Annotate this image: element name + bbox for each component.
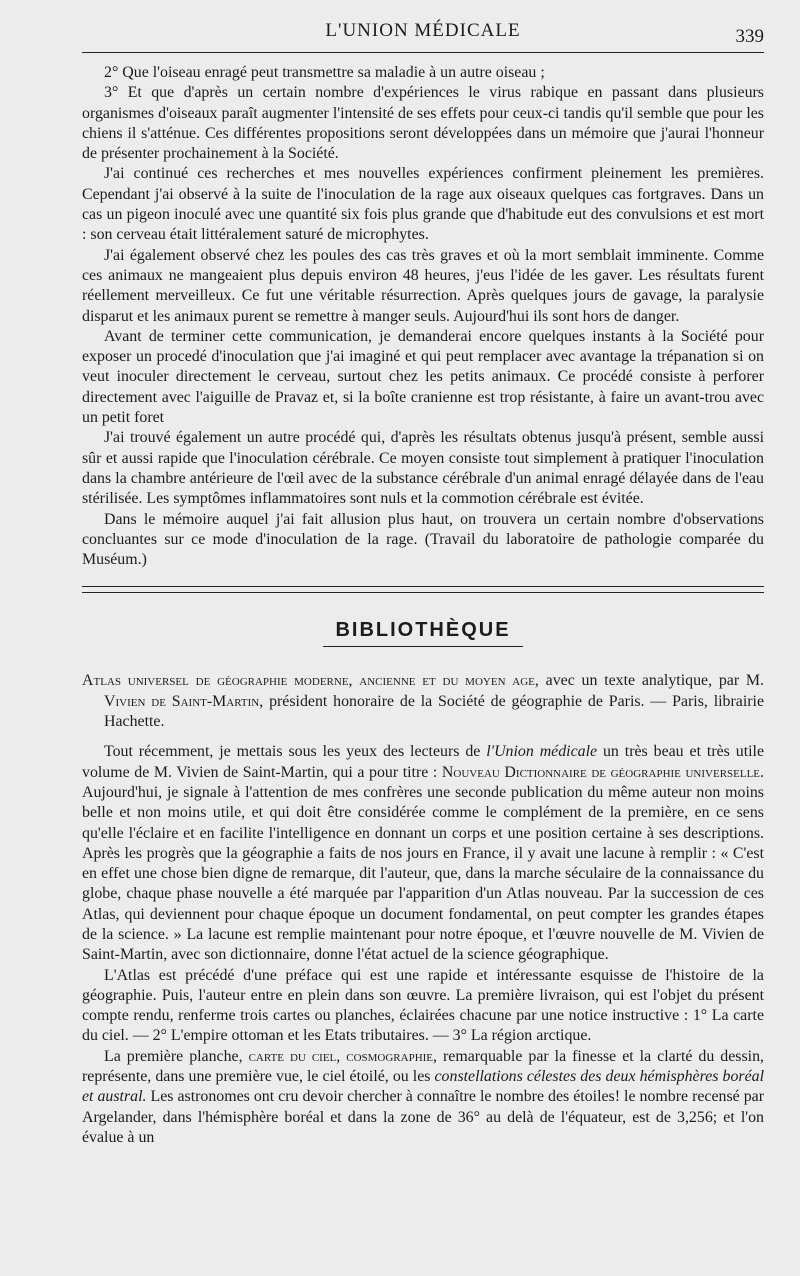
text-run: La première planche,	[104, 1047, 249, 1065]
text-run: un très beau et très utile volume de M. Vivien de Saint-Martin, qui a pour titre :	[82, 743, 764, 781]
paragraph: Dans le mémoire auquel j'ai fait allusion plus haut, on trouvera un certain nombre d'observations concluantes sur ce mode d'inoculation de la rage. (Travail du laboratoire de pathologie comparée du Muséum.)	[82, 510, 764, 569]
dictionary-title: Nouveau Dictionnaire de géographie universelle.	[441, 763, 764, 781]
paragraph: J'ai trouvé également un autre procédé qui, d'après les résultats obtenus jusqu'à présent, semble aussi sûr et aussi rapide que l'inoculation cérébrale. Ce moyen consiste tout simplement à pratiquer l'inoculation dans la chambre antérieure de l'œil avec de la substance cérébrale d'un animal enragé délayée dans de l'eau stérilisée. Les symptômes inflammatoires sont nuls et la commotion cérébrale est évitée.	[82, 429, 764, 508]
text-run: Tout récemment, je mettais sous les yeux des lecteurs de	[104, 743, 487, 761]
book-reference-text: président honoraire de la Société de géographie de Paris. — Paris, librairie Hachette.	[104, 692, 765, 731]
section-title: BIBLIOTHÈQUE	[335, 619, 511, 642]
article-body	[82, 63, 764, 570]
journal-name: l'Union médicale	[486, 743, 598, 761]
book-author: Vivien de Saint-Martin,	[104, 692, 264, 710]
paragraph: J'ai également observé chez les poules des cas très graves et où la mort semblait imminente. Comme ces animaux ne mangeaient plus depuis environ 48 heures, j'eus l'idée de les gaver. Les résultats furent réellement merveilleux. Ce fut une véritable résurrection. Après quelques jours de gavage, la paralysie disparut et les animaux purent se remettre à manger seuls. Aujourd'hui ils sont hors de danger.	[82, 246, 764, 325]
book-title: Atlas universel de géographie moderne, ancienne et du moyen age,	[82, 672, 539, 690]
plate-title: carte du ciel, cosmographie,	[248, 1047, 437, 1065]
book-reference-text: avec un texte analytique, par M.	[538, 672, 764, 690]
review-paragraph: L'Atlas est précédé d'une préface qui est une rapide et intéressante esquisse de l'histoire de la géographie. Puis, l'auteur entre en plein dans son œuvre. La première livraison, qui est l'objet du présent compte rendu, renferme trois cartes ou planches, éclairées chacune par une notice instructive : 1° La carte du ciel. — 2° L'empire ottoman et les Etats tributaires. — 3° La région arctique.	[82, 966, 764, 1045]
running-head	[82, 18, 764, 48]
header-rule	[82, 52, 764, 53]
section-divider	[82, 586, 764, 593]
review-paragraph	[82, 1047, 764, 1148]
book-reference	[82, 671, 764, 732]
page-number: 339	[735, 26, 764, 47]
text-run: remarquable par la finesse et la clarté du dessin, représente, dans une première vue, le ciel étoilé, ou les	[82, 1047, 764, 1086]
journal-title: L'UNION MÉDICALE	[325, 20, 521, 41]
italic-phrase: constellations célestes des deux hémisphères boréal et austral.	[82, 1068, 764, 1106]
title-rule	[323, 646, 523, 647]
text-run: Les astronomes ont cru devoir chercher à connaître le nombre des étoiles! le nombre recensé par Argelander, dans l'hémisphère boréal et dans la zone de 36° au delà de l'équateur, est de 3,256; et l'on évalue à un	[82, 1088, 765, 1146]
paragraph: 2° Que l'oiseau enragé peut transmettre sa maladie à un autre oiseau ;	[104, 64, 545, 81]
review-paragraph	[82, 742, 764, 965]
paragraph: J'ai continué ces recherches et mes nouvelles expériences confirment pleinement les premières. Cependant j'ai observé à la suite de l'inoculation de la rage aux oiseaux quelques cas fortgraves. Dans un cas un pigeon inoculé avec une quantité six fois plus grande que d'habitude eut des convulsions et est mort : son cerveau était littéralement saturé de microphytes.	[82, 165, 764, 244]
paragraph: 3° Et que d'après un certain nombre d'expériences le virus rabique en passant dans plusieurs organismes d'oiseaux paraît augmenter l'intensité de ses effets pour ceux-ci tandis qu'il semble que pour les chiens il s'atténue. Ces différentes propositions seront développées dans un mémoire que j'aurai l'honneur de présenter prochainement à la Société.	[82, 84, 764, 163]
paragraph: Avant de terminer cette communication, je demanderai encore quelques instants à la Société pour exposer un procedé d'inoculation que j'ai imaginé et qui peut remplacer avec avantage la trépanation si on veut inoculer directement le cerveau, surtout chez les petits animaux. Ce procédé consiste à perforer directement avec l'aiguille de Pravaz et, si la boîte cranienne est trop résistante, à faire un avant-trou avec un petit foret	[82, 327, 764, 427]
text-run: Aujourd'hui, je signale à l'attention de mes confrères une seconde publication du même auteur non moins belle et non moins utile, et qui doit être considérée comme le complément de la première, en ce sens qu'elle l'éclaire et en facilite l'intelligence en donnant un corps et une position certaine à ses descriptions. Après les progrès que la géographie a faits de nos jours en France, il y avait une lacune à remplir : « C'est en effet une chose bien digne de remarque, dit l'auteur, que, dans la marche séculaire de la connaissance du globe, chaque phase nouvelle a été marquée par l'apparition d'un Atlas nouveau. Par la succession de ces Atlas, qui deviennent pour chaque époque un document fondamental, on peut compter les grandes étapes de la science. » La lacune est remplie maintenant pour notre époque, et l'œuvre nouvelle de M. Vivien de Saint-Martin, avec son dictionnaire, donne l'état actuel de la science géographique.	[82, 783, 764, 964]
